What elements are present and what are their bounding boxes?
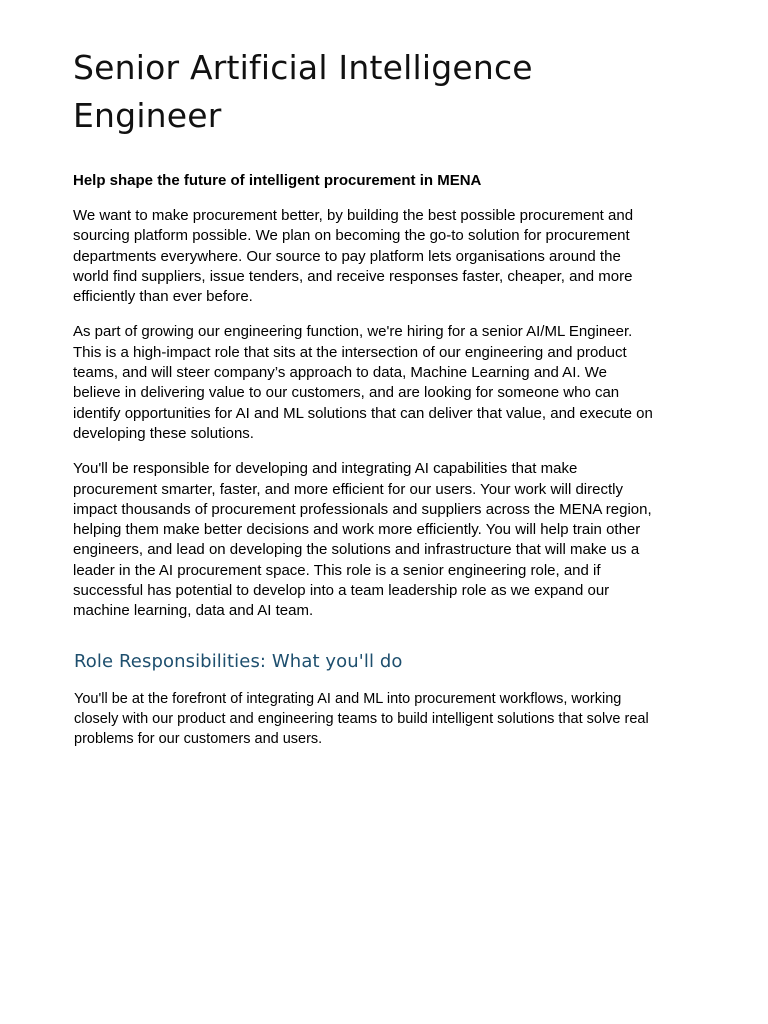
job-posting xyxy=(73,44,663,749)
responsibility-overview-paragraph: You'll be responsible for developing and integrating AI capabilities that make procurement smarter, faster, and more efficient for our users. Your work will directly impact thousands of procurement professionals and suppliers across the MENA region, helping them make better decisions and work more efficiently. You will help train other engineers, and lead on developing the solutions and infrastructure that will make us a leader in the AI procurement space. This role is a senior engineering role, and if successful has potential to develop into a team leadership role as we expand our machine learning, data and AI team. xyxy=(73,460,652,620)
intro-paragraph: We want to make procurement better, by building the best possible procurement and sourcing platform possible. We plan on becoming the go-to solution for procurement departments everywhere. Our source to pay platform lets organisations around the world find suppliers, issue tenders, and receive responses faster, cheaper, and more efficiently than ever before. xyxy=(73,207,634,306)
responsibilities-intro-paragraph: You'll be at the forefront of integrating AI and ML into procurement workflows, working closely with our product and engineering teams to build intelligent solutions that solve real problems for our customers and users. xyxy=(74,690,649,748)
page-title-line-2: Engineer xyxy=(73,96,222,135)
role-overview-paragraph: As part of growing our engineering function, we're hiring for a senior AI/ML Engineer. This is a high-impact role that sits at the intersection of our engineering and product teams, and will steer company’s approach to data, Machine Learning and AI. We believe in delivering value to our customers, and are looking for someone who can identify opportunities for AI and ML solutions that can deliver that value, and execute on developing these solutions. xyxy=(73,323,653,442)
page-title xyxy=(73,44,663,140)
section-heading-responsibilities: Role Responsibilities: What you'll do xyxy=(74,650,403,672)
tagline: Help shape the future of intelligent procurement in MENA xyxy=(73,172,482,189)
page-title-line-1: Senior Artificial Intelligence xyxy=(73,48,533,87)
